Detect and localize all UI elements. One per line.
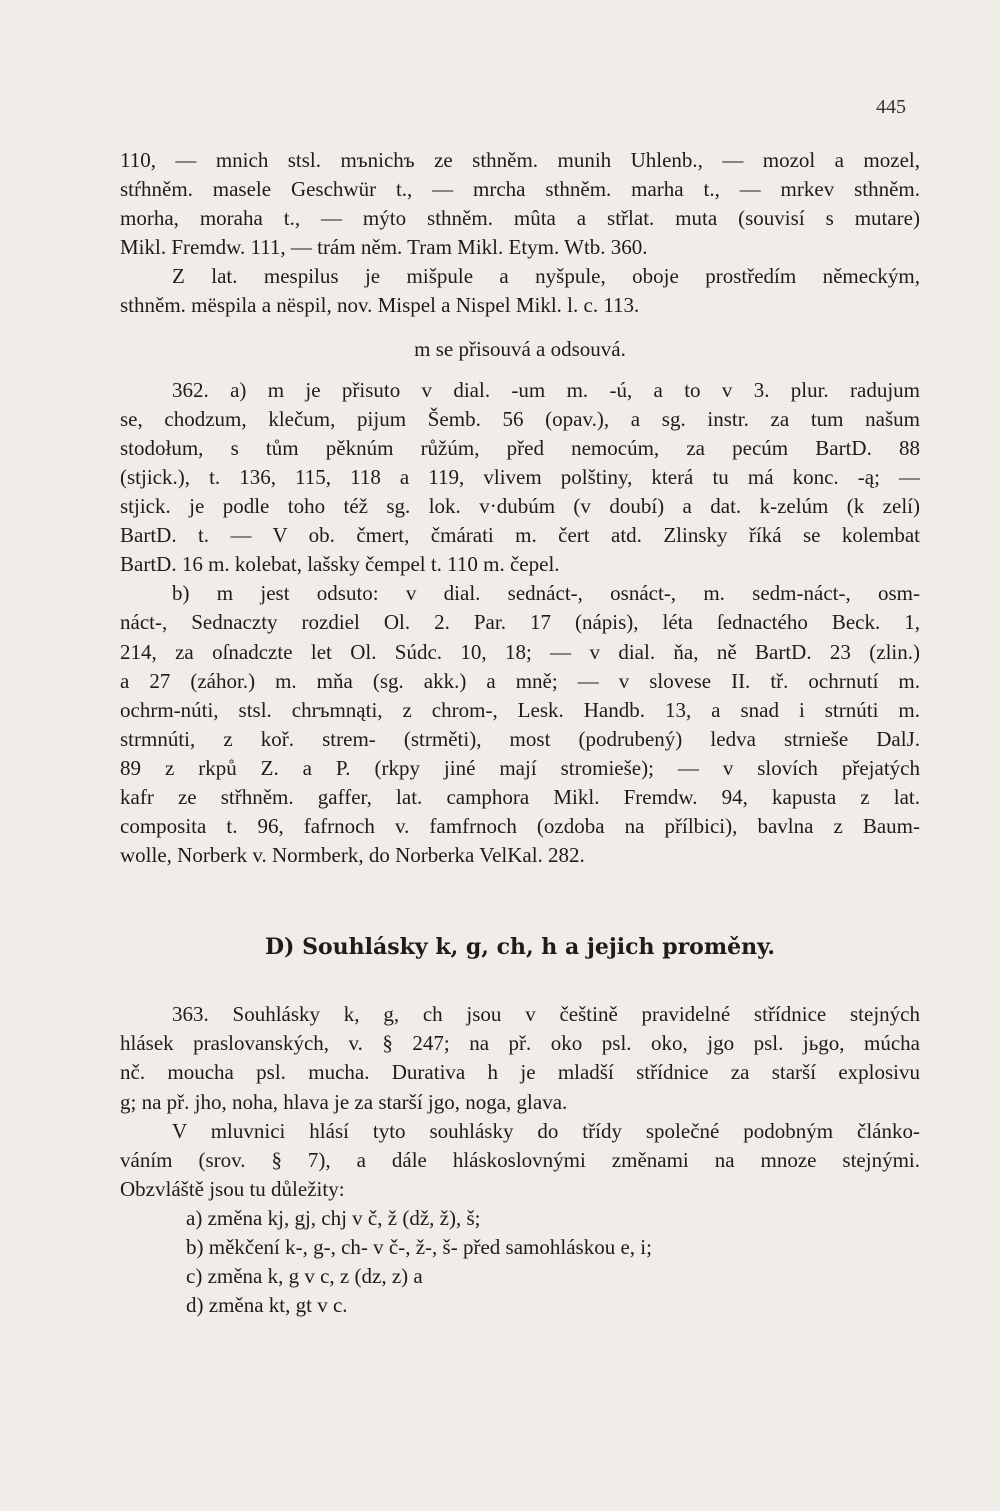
text-line: composita t. 96, fafrnoch v. famfrnoch (ozdoba na přílbici), bavlna z Baum- [120, 814, 920, 839]
paragraph-start: V mluvnici hlásí tyto souhlásky do třídy společné podobným článko- [172, 1118, 920, 1143]
text-line: Obzvláště jsou tu důležity: [120, 1176, 345, 1201]
list-item: b) měkčení k-, g-, ch- v č-, ž-, š- před samohláskou e, i; [186, 1235, 652, 1259]
text-line: 214, za oſnadczte let Ol. Súdc. 10, 18; — v dial. ňa, ně BartD. 23 (zlin.) [120, 639, 920, 664]
text-line: sthněm. mëspila a nëspil, nov. Mispel a Nispel Mikl. l. c. 113. [120, 293, 640, 318]
text-line: wolle, Norberk v. Normberk, do Norberka VelKal. 282. [120, 843, 585, 868]
text-line: 110, — mnich stsl. mъnichъ ze sthněm. munih Uhlenb., — mozol a mozel, [120, 148, 920, 172]
text-line: Z lat. mespilus je mišpule a nyšpule, oboje prostředím německým, [172, 264, 920, 289]
text-line: 89 z rkpů Z. a P. (rkpy jiné mají stromieše); — v slovích přejatých [120, 755, 920, 780]
text-line: Mikl. Fremdw. 111, — trám něm. Tram Mikl. Etym. Wtb. 360. [120, 235, 648, 260]
paragraph-start: b) m jest odsuto: v dial. sednáct-, osnáct-, m. sedm-náct-, osm- [172, 581, 920, 606]
text-line: stodołum, s tům pěknúm růžúm, před nemocúm, za pecúm BartD. 88 [120, 435, 920, 460]
paragraph-start: 363. Souhlásky k, g, ch jsou v češtině pravidelné střídnice stejných [172, 1002, 920, 1027]
text-line: g; na př. jho, noha, hlava je za starší jgo, noga, glava. [120, 1089, 568, 1114]
page-number: 445 [876, 96, 906, 118]
section-heading: D) Souhlásky k, g, ch, h a jejich proměny. [264, 934, 776, 961]
text-line: BartD. 16 m. kolebat, lašsky čempel t. 110 m. čepel. [120, 552, 560, 577]
list-item: d) změna kt, gt v c. [186, 1293, 348, 1318]
text-line: a 27 (záhor.) m. mňa (sg. akk.) a mně; — v slovese II. tř. ochrnutí m. [120, 668, 920, 693]
text-line: váním (srov. § 7), a dále hláskoslovnými změnami na mnoze stejnými. [120, 1147, 920, 1172]
text-line: strmnúti, z koř. strem- (strměti), most (podrubený) ledva strnieše DalJ. [120, 726, 920, 751]
text-line: nč. moucha psl. mucha. Durativa h je mladší střídnice za starší explosivu [120, 1060, 920, 1085]
text-line: (stjick.), t. 136, 115, 118 a 119, vlivem polštiny, která tu má konc. -ą; — [120, 464, 920, 489]
list-item: c) změna k, g v c, z (dz, z) a [186, 1264, 423, 1289]
text-line: ochrm-núti, stsl. chrъmnąti, z chrom-, Lesk. Handb. 13, a snad i strnúti m. [120, 697, 920, 722]
text-line: stŕhněm. masele Geschwür t., — mrcha sthněm. marha t., — mrkev sthněm. [120, 177, 920, 202]
text-line: kafr ze střhněm. gaffer, lat. camphora Mikl. Fremdw. 94, kapusta z lat. [120, 784, 920, 809]
text-line: BartD. t. — V ob. čmert, čmárati m. čert atd. Zlinsky říká se kolembat [120, 523, 920, 548]
text-line: se, chodzum, klečum, pijum Šemb. 56 (opav.), a sg. instr. za tum našum [120, 406, 920, 431]
list-item: a) změna kj, gj, chj v č, ž (dž, ž), š; [186, 1205, 481, 1230]
text-line: stjick. je podle toho též sg. lok. v·dubúm (v doubí) a dat. k-zelúm (k zelí) [120, 494, 920, 519]
paragraph-start: 362. a) m je přisuto v dial. -um m. -ú, a to v 3. plur. radujum [172, 377, 920, 402]
text-line: morha, moraha t., — mýto sthněm. mûta a střlat. muta (souvisí s mutare) [120, 206, 920, 231]
section-subheading: m se přisouvá a odsouvá. [414, 336, 626, 361]
text-line: náct-, Sednaczty rozdiel Ol. 2. Par. 17 (nápis), léta ſednactého Beck. 1, [120, 610, 920, 635]
text-line: hlásek praslovanských, v. § 247; na př. oko psl. oko, jgo psl. jьgo, múcha [120, 1031, 920, 1056]
text-body [120, 146, 920, 1320]
